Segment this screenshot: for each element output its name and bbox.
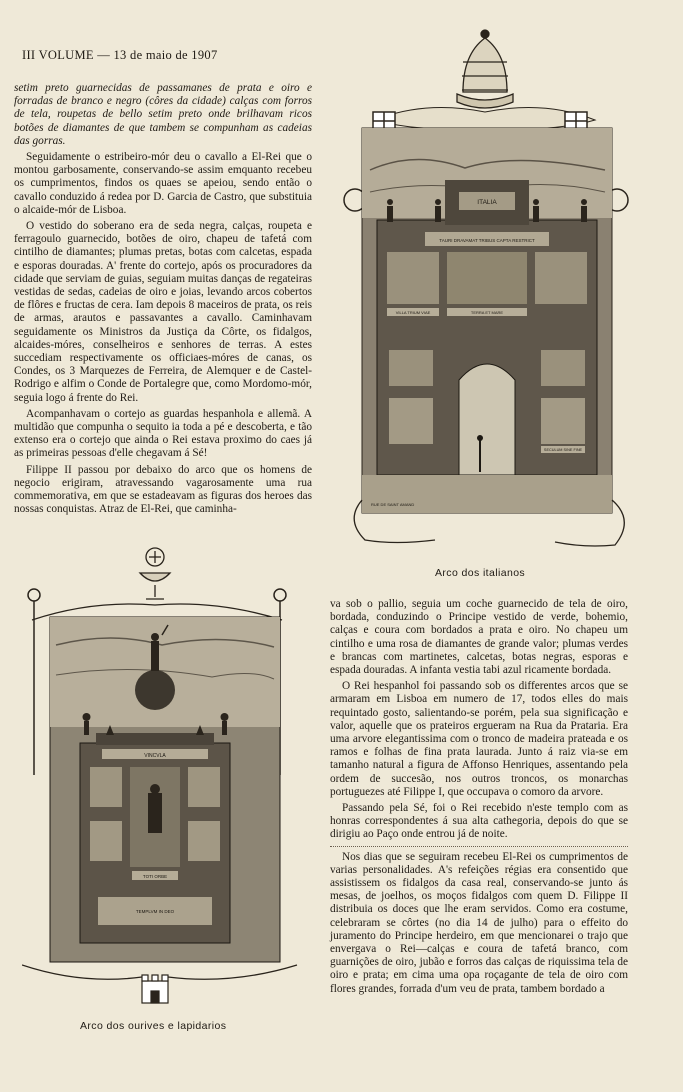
paragraph: va sob o pallio, seguia um coche guarnecido de tela de oiro, bordada, conduzindo o Principe vestido de verde, bohemio, calças e coura com bordados a prata e oiro. No chapeu um cintilho e uma rosa de diamantes de grande valor; plumas verdes e brancas com martinetes, calcetas, botas negras, esporas e espada douradas. A infanta vestia tabi azul ricamente bordada. <box>330 598 628 677</box>
paragraph: Acompanhavam o cortejo as guardas hespanhola e allemã. A multidão que compunha o sequito ia toda a pé e descoberta, e tão extenso era o cortejo que ainda o Rei estava proximo do caes já as primeiras pessoas d'elle chegavam á Sé! <box>14 407 312 460</box>
paragraph: setim preto guarnecidas de passamanes de prata e oiro e forradas de branco e negro (côres da cidade) calças com forros de tela, roupetas de bello setim preto onde brilhavam ricos botões de diamantes de que tambem se compunham as cadeias das gorras. <box>14 82 312 147</box>
inscription: VILLA TRIUM VIAE <box>395 310 431 315</box>
engraving-arco-ourives <box>22 545 312 1015</box>
figure-caption: Arco dos ourives e lapidarios <box>80 1020 227 1032</box>
chalice-cross-icon <box>140 548 170 599</box>
section-divider <box>330 846 628 847</box>
inscription: TOTI ORBE <box>142 874 168 879</box>
text-column-left <box>14 82 312 520</box>
text-column-right <box>330 598 628 999</box>
inscription: TAURI DRAVAMAT TRIBUS CAPTA RESTRICT <box>439 238 535 243</box>
inscription: ITALIA <box>477 199 497 206</box>
paragraph: Seguidamente o estribeiro-mór deu o cavallo a El-Rei que o montou garbosamente, conservando-se assim emquanto recebeu os cumprimentos, findos os quaes se apeiou, sendo então o cavallo conduzido á redea por D. Garcia de Castro, que substituia o alcaide-mór de Lisboa. <box>14 151 312 216</box>
running-head: III VOLUME — 13 de maio de 1907 <box>22 48 218 62</box>
figure-caption: Arco dos italianos <box>435 567 526 579</box>
paragraph: Passando pela Sé, foi o Rei recebido n'este templo com as honras correspondentes á sua alta cathegoria, depois do que se dirigiu ao Paço onde entrou já de noite. <box>330 802 628 841</box>
paragraph: O Rei hespanhol foi passando sob os differentes arcos que se armaram em Lisboa em numero de 17, todos elles do mais requintado gosto, salientando-se porém, pela sua significação e valor, aquelle que os prateiros ergueram na Rua da Prataria. Era uma arvore elegantissima com o tronco de madeira prateada e os ramos e folhas de fina prata laurada. Junto á raiz via-se em tamanho natural a figura de Affonso Henriques, assentando pela ordem de succesão, nos outros troncos, os monarchas portuguezes até Filippe I, que occupava o comoro da arvore. <box>330 680 628 798</box>
engraving-arco-italianos <box>325 20 680 570</box>
paragraph: O vestido do soberano era de seda negra, calças, roupeta e ferragoulo guarnecido, botões de oiro, chapeu de tafetá com cintilho de diamantes; plumas pretas, botas com calcetas, espada e esporas douradas. A' frente do cortejo, após os procuradores da cidade que serviam de guias, seguiam muitas danças de regateiras vestidas de sedas, cadeias de oiro e joias, levando arcos cobertos de flôres e fructas de cera. Iam depois 8 maceiros de prata, os reis de armas, arautos e passavantes a cavallo. Caminhavam seguidamente os Ministros da Justiça da Côrte, os fidalgos, alcaides-móres, conselheiros e senhores de terras. A estes succediam respectivamente os officiaes-móres de canas, os Condes, os 3 Marquezes de Ferreira, de Alemquer e de Castel-Rodrigo e alfim o Conde de Portalegre que, como Mordomo-mór, seguia logo á frente do Rei. <box>14 220 312 404</box>
inscription: SECULUM SINE FINE <box>543 448 583 452</box>
paragraph: Nos dias que se seguiram recebeu El-Rei os cumprimentos de varias personalidades. A's refeições régias era consentido que assistissem os fidalgos da casa real, conservando-se junto ás mesas, de joelhos, os moços fidalgos com quem D. Filippe II distribuia os doces que lhe eram servidos. Como era costume, celebraram se côrtes (no dia 14 de julho) para o effeito do juramento do Principe herdeiro, em que mencionarei o trajo que envergava o Rei—calças e coura de tafetá branco, com guarnições de oiro, jubão e forros das calças de riquissima tela de oiro e prata; em cima uma opa roçagante de tela de oiro com flores grandes, forrada d'um veu de prata, tambem bordado a <box>330 850 628 995</box>
inscription: TEMPLVM IN DEO <box>135 909 175 914</box>
arch-engraving-svg <box>325 20 680 570</box>
engraver-signature: RUE DE SAINT AMAND <box>371 502 415 507</box>
inscription: TERRA ET MARE <box>470 310 504 315</box>
arch-engraving-svg <box>22 545 312 1015</box>
castle-crest-icon <box>142 975 168 1003</box>
paragraph: Filippe II passou por debaixo do arco que os homens de negocio erigiram, atravessando vagarosamente uma rua commemorativa, em que se estadeavam as figuras dos heroes das nossas conquistas. Atraz de El-Rei, que caminha- <box>14 463 312 516</box>
inscription: VINCVLA <box>144 753 166 759</box>
papal-tiara-icon <box>457 30 513 108</box>
